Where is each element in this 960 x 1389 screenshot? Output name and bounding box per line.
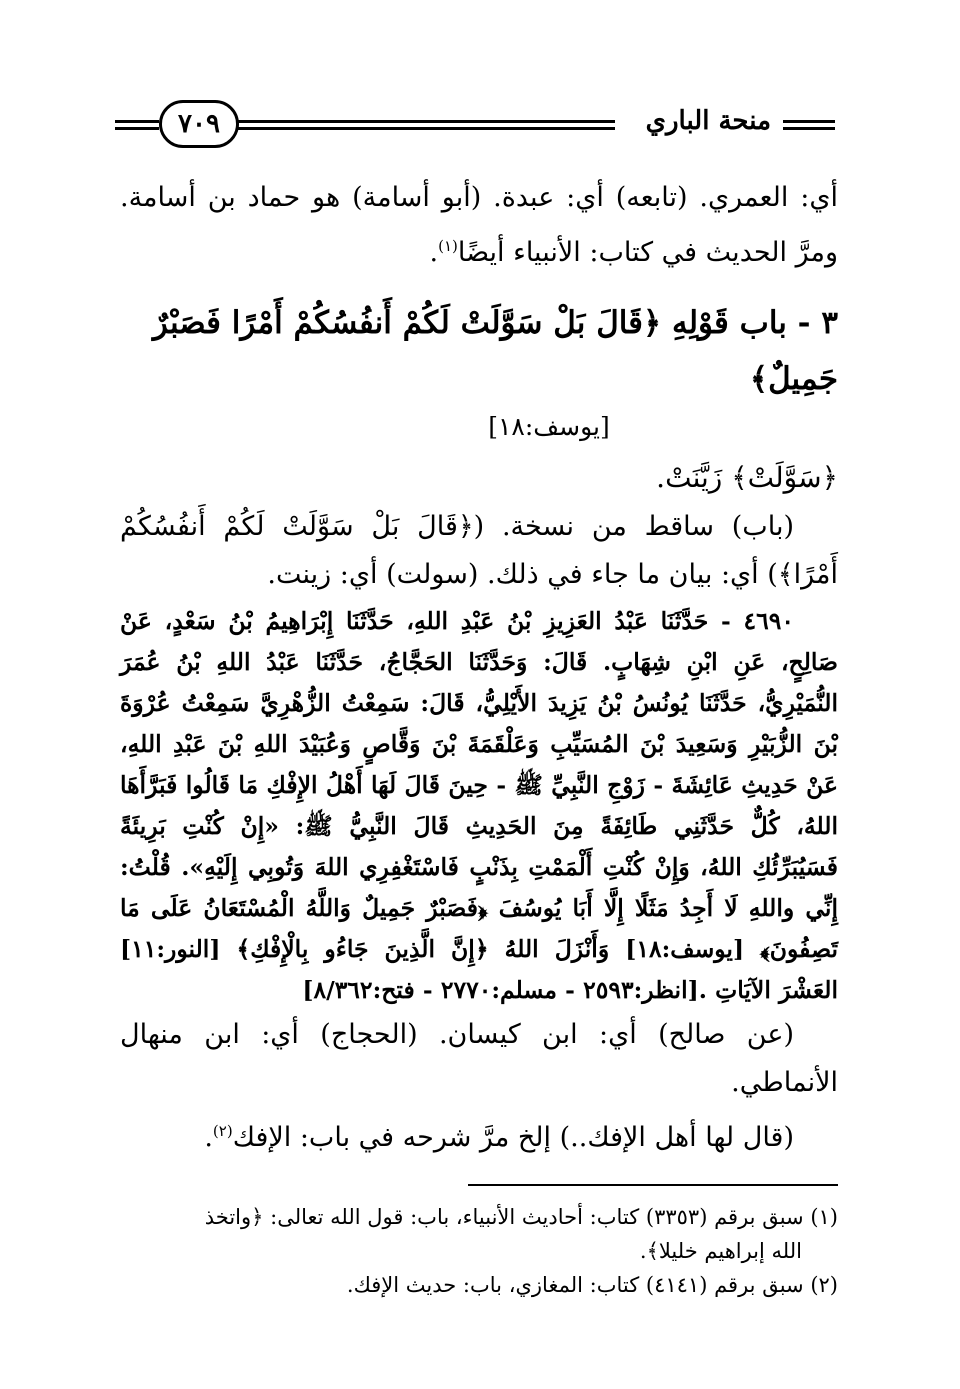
commentary-paragraph-2: (باب) ساقط من نسخة. (﴿قَالَ بَلْ سَوَّلَتْ لَكُمْ أَنفُسُكُمْ أَمْرًا﴾) أي: بيان ما جاء في ذلك. (سولت) أي: زينت. [120,511,838,590]
footnote-ref-2: (٢) [212,1122,233,1140]
chapter-heading: ٣ - باب قَوْلِهِ ﴿قَالَ بَلْ سَوَّلَتْ لَكُمْ أَنفُسُكُمْ أَمْرًا فَصَبْرٌ جَمِيلٌ﴾ [152,305,838,397]
hadith-text: ٤٦٩٠ - حَدَّثَنَا عَبْدُ العَزِيزِ بْنُ عَبْدِ اللهِ، حَدَّثَنَا إِبْرَاهِيمُ بْنُ سَعْدٍ، عَنْ صَالِحٍ، عَنِ ابْنِ شِهَابٍ. قَالَ: وَحَدَّثَنَا الحَجَّاجُ، حَدَّثَنَا عَبْدُ اللهِ بْنُ عُمَرَ النُّمَيْرِيُّ، حَدَّثَنَا يُونُسُ بْنُ يَزِيدَ الأَيْلِيُّ، قَالَ: سَمِعْتُ الزُّهْرِيَّ سَمِعْتُ عُرْوَةَ بْنَ الزُّبَيْرِ وَسَعِيدَ بْنَ المُسَيِّبِ وَعَلْقَمَةَ بْنَ وَقَّاصٍ وَعُبَيْدَ اللهِ بْنَ عَبْدِ اللهِ، عَنْ حَدِيثِ عَائِشَةَ - زَوْجِ النَّبِيِّ ﷺ - حِينَ قَالَ لَهَا أَهْلُ الإِفْكِ مَا قَالُوا فَبَرَّأَهَا اللهُ، كُلٌّ حَدَّثَنِي طَائِفَةً مِنَ الحَدِيثِ قَالَ النَّبِيُّ ﷺ: «إِنْ كُنْتِ بَرِيئَةً فَسَيُبَرِّئُكِ اللهُ، وَإِنْ كُنْتِ أَلْمَمْتِ بِذَنْبٍ فَاسْتَغْفِرِي اللهَ وَتُوبِي إِلَيْهِ». قُلْتُ: إِنِّي واللهِ لَا أَجِدُ مَثَلًا إِلَّا أَبَا يُوسُفَ ﴿فَصَبْرٌ جَمِيلٌ وَاللَّهُ الْمُسْتَعَانُ عَلَى مَا تَصِفُونَ﴾ [يوسف:١٨] وَأَنْزَلَ اللهُ ﴿إِنَّ الَّذِينَ جَاءُو بِالْإِفْكِ﴾ [النور:١١] العَشْرَ الآيَاتِ .[انظر:٢٥٩٣ - مسلم:٢٧٧٠ - فتح:٨/٣٦٢] [120,607,838,1004]
footnote-ref-1: (١) [438,237,458,255]
paragraph-text: (قال لها أهل الإفك..) إلخ مرَّ شرحه في باب: الإفك [232,1122,794,1153]
header-dash-right [783,120,835,130]
footnote-1-continued: الله إبراهيم خليلا﴾. [639,1239,802,1263]
footnotes [120,1200,838,1302]
footnote-2: (٢) سبق برقم (٤١٤١) كتاب: المغازي، باب: حديث الإفك. [346,1273,838,1297]
commentary-paragraph-3: (عن صالح) أي: ابن كيسان. (الحجاج) أي: ابن منهال الأنماطي. [120,1019,838,1098]
running-header [115,98,835,154]
paragraph-end: . [204,1122,213,1153]
paragraph-end: . [429,237,439,268]
page-number: ٧٠٩ [159,100,239,148]
heading-verse-ref: [يوسف:١٨] [488,412,610,441]
footnote-divider [468,1184,838,1186]
footnote-1: (١) سبق برقم (٣٣٥٣) كتاب: أحاديث الأنبياء، باب: قول الله تعالى: ﴿واتخذ [204,1205,838,1229]
word-gloss: ﴿سَوَّلَتْ﴾ زَيَّنَتْ. [656,461,838,494]
header-rule-left [115,120,159,130]
paragraph-text: أي: العمري. (تابعه) أي: عبدة. (أبو أسامة) هو حماد بن أسامة. ومرَّ الحديث في كتاب: الأنبياء أيضًا [120,182,838,268]
book-title: منحة الباري [645,106,771,136]
page-body [120,174,838,1302]
commentary-paragraph-4 [120,1107,838,1162]
commentary-paragraph-1 [120,174,838,277]
header-rule [235,120,615,130]
